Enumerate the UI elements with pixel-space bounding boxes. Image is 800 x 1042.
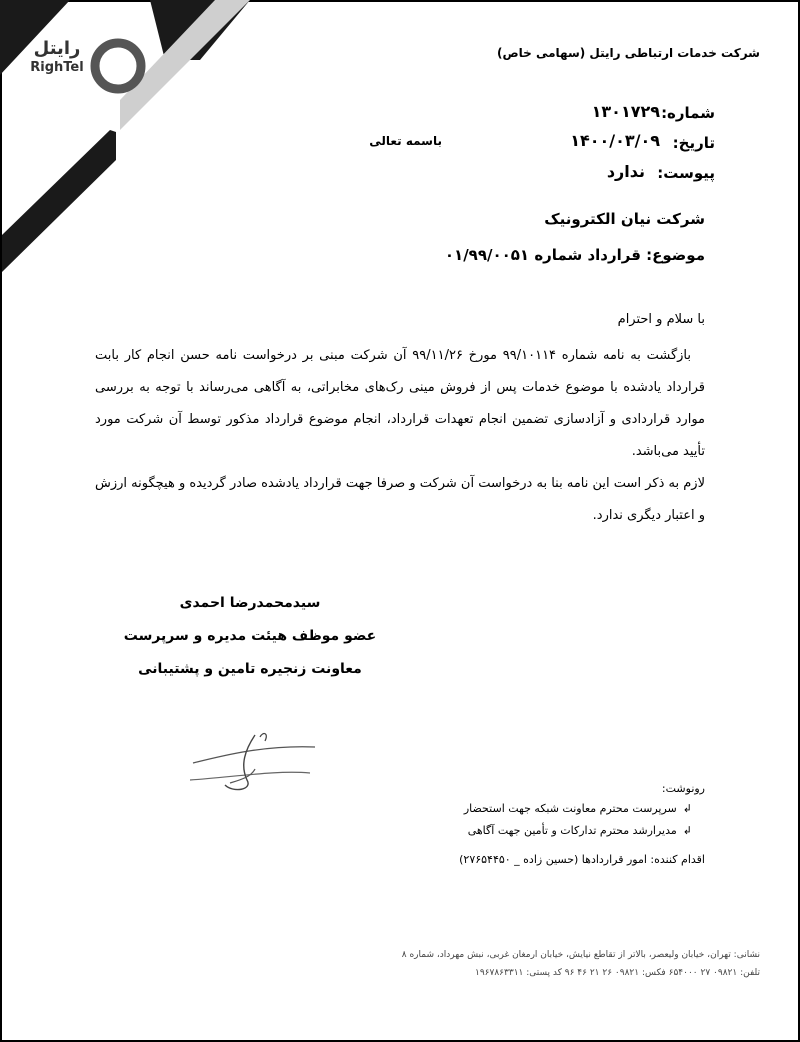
copy-item: ↲مدیرارشد محترم تدارکات و تأمین جهت آگاهی (467, 824, 692, 837)
number-label: شماره: (661, 104, 715, 122)
attachment-label: پیوست: (657, 164, 715, 182)
handwritten-signature (185, 725, 325, 805)
action-by: اقدام کننده: امور قراردادها (حسین زاده _ ۲۷۶۵۴۴۵۰) (459, 853, 705, 866)
recipient: شرکت نیان الکترونیک (544, 210, 705, 228)
body-paragraph: بازگشت به نامه شماره ۹۹/۱۰۱۱۴ مورخ ۹۹/۱۱/۲۶ آن شرکت مبنی بر درخواست نامه حسن انجام کار بابت قرارداد یادشده با موضوع خدمات پس از فروش مینی رک‌های مخابراتی، به آگاهی می‌رساند با توجه به بررسی موارد قراردادی و آزادسازی تضمین انجام تعهدات قرارداد، انجام موضوع قرارداد مذکور توسط آن شرکت مورد تأیید می‌باشد. (95, 348, 705, 459)
copy-item: ↲سرپرست محترم معاونت شبکه جهت استحضار (463, 802, 692, 815)
greeting: با سلام و احترام (617, 312, 705, 327)
footer-address: نشانی: تهران، خیابان ولیعصر، بالاتر از تقاطع نیایش، خیابان ارمغان غربی، نبش مهرداد، شماره ۸ (401, 950, 760, 960)
letter-body (95, 340, 705, 532)
bismillah: باسمه تعالی (369, 134, 442, 148)
copies-label: رونوشت: (661, 782, 705, 795)
logo-ring-icon (88, 36, 148, 96)
arrow-icon: ↲ (682, 824, 692, 837)
logo-text-fa: رایتل (33, 38, 81, 59)
arrow-icon: ↲ (682, 802, 692, 815)
footer-contact: تلفن: ۰۹۸۲۱ ۲۷ ۶۵۴۰۰۰ فکس: ۰۹۸۲۱ ۲۶ ۲۱ ۴۶ ۹۶ کد پستی: ۱۹۶۷۸۶۳۳۱۱ (475, 968, 760, 978)
company-name: شرکت خدمات ارتباطی رایتل (سهامی خاص) (497, 46, 760, 60)
date-label: تاریخ: (672, 134, 715, 152)
subject-line: موضوع: قرارداد شماره ۰۱/۹۹/۰۰۵۱ (444, 246, 705, 264)
signatory-name: سیدمحمدرضا احمدی (179, 595, 321, 611)
signatory-title: عضو موظف هیئت مدیره و سرپرست (123, 628, 377, 644)
signatory-department: معاونت زنجیره تامین و پشتیبانی (138, 661, 362, 677)
logo-text-en: RighTel (30, 60, 84, 75)
company-logo (22, 38, 92, 75)
number-value: ۱۳۰۱۷۲۹ (591, 102, 660, 121)
body-paragraph: لازم به ذکر است این نامه بنا به درخواست آن شرکت و صرفا جهت قرارداد یادشده صادر گردیده و هیچگونه ارزش و اعتبار دیگری ندارد. (95, 476, 705, 523)
date-value: ۱۴۰۰/۰۳/۰۹ (570, 131, 660, 150)
attachment-value: ندارد (606, 162, 645, 181)
